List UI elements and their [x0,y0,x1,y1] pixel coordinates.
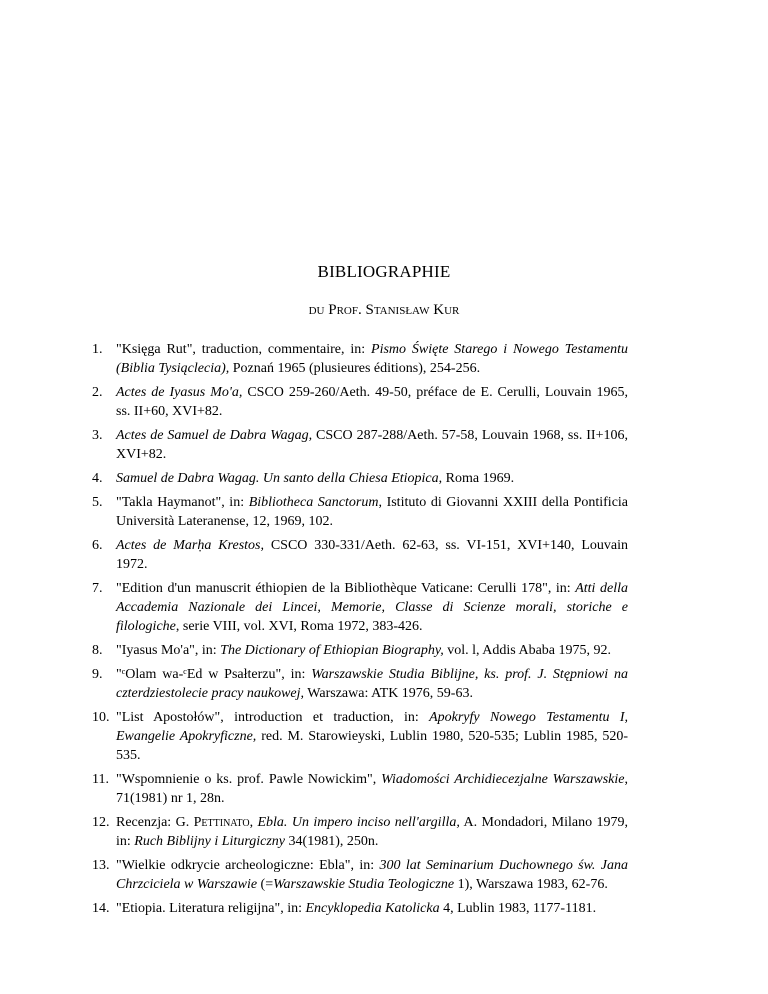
entry-text [116,538,628,572]
page-title: BIBLIOGRAPHIE [317,262,451,281]
bibliography-entry [92,813,628,851]
entry-segment: Pettinato [193,815,250,830]
entry-text [116,385,628,419]
entry-segment: "ᶜOlam wa-ᶜEd w Psałterzu", in: [116,667,312,682]
bibliography-entry [92,469,628,488]
entry-title-segment: Actes de Iyasus Mo'a, [116,385,243,400]
bibliography-entry [92,426,628,464]
entry-title-segment: The Dictionary of Ethiopian Biography, [220,643,444,658]
entry-number: 7. [92,581,103,596]
entry-title-segment: Bibliotheca Sanctorum [248,495,379,510]
entry-number: 2. [92,385,103,400]
entry-segment: vol. l, Addis Ababa 1975, 92. [443,643,612,658]
entry-number: 3. [92,428,103,443]
entry-segment: "List Apostołów", introduction et traduction, in: [116,710,430,725]
entry-title-segment: Samuel de Dabra Wagag. Un santo della Chiesa Etiopica [116,471,439,486]
entry-segment: Poznań 1965 (plusieures éditions), 254-256. [229,361,481,376]
entry-title-segment: Ruch Biblijny i Liturgiczny [134,834,286,849]
entry-segment: , serie VIII, vol. XVI, Roma 1972, 383-426. [175,619,423,634]
page-subtitle [0,302,768,319]
entry-title-segment: Actes de Marḥa Krestos, [116,538,264,553]
entry-title-segment: Ebla. Un impero inciso nell'argilla, [257,815,460,830]
entry-segment: , [249,815,258,830]
entry-segment: CSCO 287-288/Aeth. 57-58, Louvain 1968, ss. II+106, XVI+82. [116,428,628,462]
bibliography-entry [92,536,628,574]
entry-title-segment: Warszawskie Studia Teologiczne [273,877,455,892]
bibliography-entry [92,641,628,660]
entry-text [116,471,514,486]
bibliography-list [92,340,628,923]
entry-segment: "Wielkie odkrycie archeologiczne: Ebla", in: [116,858,380,873]
entry-text [116,342,628,376]
entry-number: 8. [92,643,103,658]
entry-number: 13. [92,858,110,873]
entry-segment: 4, Lublin 1983, 1177-1181. [439,901,597,916]
entry-number: 14. [92,901,110,916]
entry-number: 4. [92,471,103,486]
bibliography-entry [92,665,628,703]
subtitle-name: Prof. Stanisław Kur [328,302,460,318]
entry-text [116,667,628,701]
entry-title-segment: 300 lat Seminarium Duchownego św. Jana Chrzciciela w Warszawie [116,858,628,892]
entry-number: 1. [92,342,103,357]
entry-segment: , Roma 1969. [438,471,515,486]
entry-title-segment: Actes de Samuel de Dabra Wagag, [116,428,313,443]
entry-segment: "Księga Rut", traduction, commentaire, in: [116,342,372,357]
bibliography-entry [92,383,628,421]
entry-number: 10. [92,710,110,725]
entry-text [116,901,596,916]
bibliography-entry [92,579,628,636]
entry-text [116,815,628,849]
entry-segment: "Wspomnienie o ks. prof. Pawle Nowickim", [116,772,382,787]
entry-number: 9. [92,667,103,682]
entry-text [116,495,628,529]
entry-segment: "Edition d'un manuscrit éthiopien de la Bibliothèque Vaticane: Cerulli 178", in: [116,581,576,596]
entry-number: 12. [92,815,110,830]
entry-segment: , 71(1981) nr 1, 28n. [116,772,628,806]
entry-text [116,710,628,763]
entry-title-segment: Wiadomości Archidiecezjalne Warszawskie [381,772,625,787]
entry-number: 5. [92,495,103,510]
entry-segment: , Istituto di Giovanni XXIII della Pontificia Università Lateranense, 12, 1969, 102. [116,495,629,529]
entry-number: 6. [92,538,103,553]
entry-title-segment: Warszawskie Studia Biblijne, ks. prof. J. Stępniowi na czterdziestolecie pracy naukowej, [116,667,628,701]
bibliography-entry [92,899,628,918]
entry-segment: "Etiopia. Literatura religijna", in: [116,901,306,916]
bibliography-entry [92,340,628,378]
entry-title-segment: Encyklopedia Katolicka [305,901,440,916]
entry-text [116,858,628,892]
subtitle-prefix: du [308,302,325,318]
entry-segment: Warszawa: ATK 1976, 59-63. [304,686,473,701]
entry-segment: (= [257,877,274,892]
bibliography-entry [92,493,628,531]
entry-number: 11. [92,772,109,787]
entry-segment: CSCO 259-260/Aeth. 49-50, préface de E. Cerulli, Louvain 1965, ss. II+60, XVI+82. [116,385,629,419]
entry-text [116,643,611,658]
entry-text [116,581,628,634]
entry-segment: A. Mondadori, Milano 1979, in: [116,815,629,849]
entry-title-segment: Atti della Accademia Nazionale dei Lincei, Memorie, Classe di Scienze morali, storiche e filologiche [116,581,628,634]
bibliography-entry [92,856,628,894]
entry-text [116,772,628,806]
entry-segment: red. M. Starowieyski, Lublin 1980, 520-535; Lublin 1985, 520-535. [116,729,628,763]
bibliography-entry [92,770,628,808]
entry-segment: "Takla Haymanot", in: [116,495,249,510]
entry-title-segment: Apokryfy Nowego Testamentu I, Ewangelie Apokryficzne, [116,710,628,744]
entry-segment: "Iyasus Mo'a", in: [116,643,221,658]
entry-segment: 34(1981), 250n. [285,834,379,849]
entry-segment: CSCO 330-331/Aeth. 62-63, ss. VI-151, XVI+140, Louvain 1972. [116,538,628,572]
entry-title-segment: Pismo Święte Starego i Nowego Testamentu (Biblia Tysiąclecia), [116,342,628,376]
entry-segment: 1), Warszawa 1983, 62-76. [454,877,608,892]
entry-text [116,428,628,462]
bibliography-entry [92,708,628,765]
entry-segment: Recenzja: G. [116,815,194,830]
